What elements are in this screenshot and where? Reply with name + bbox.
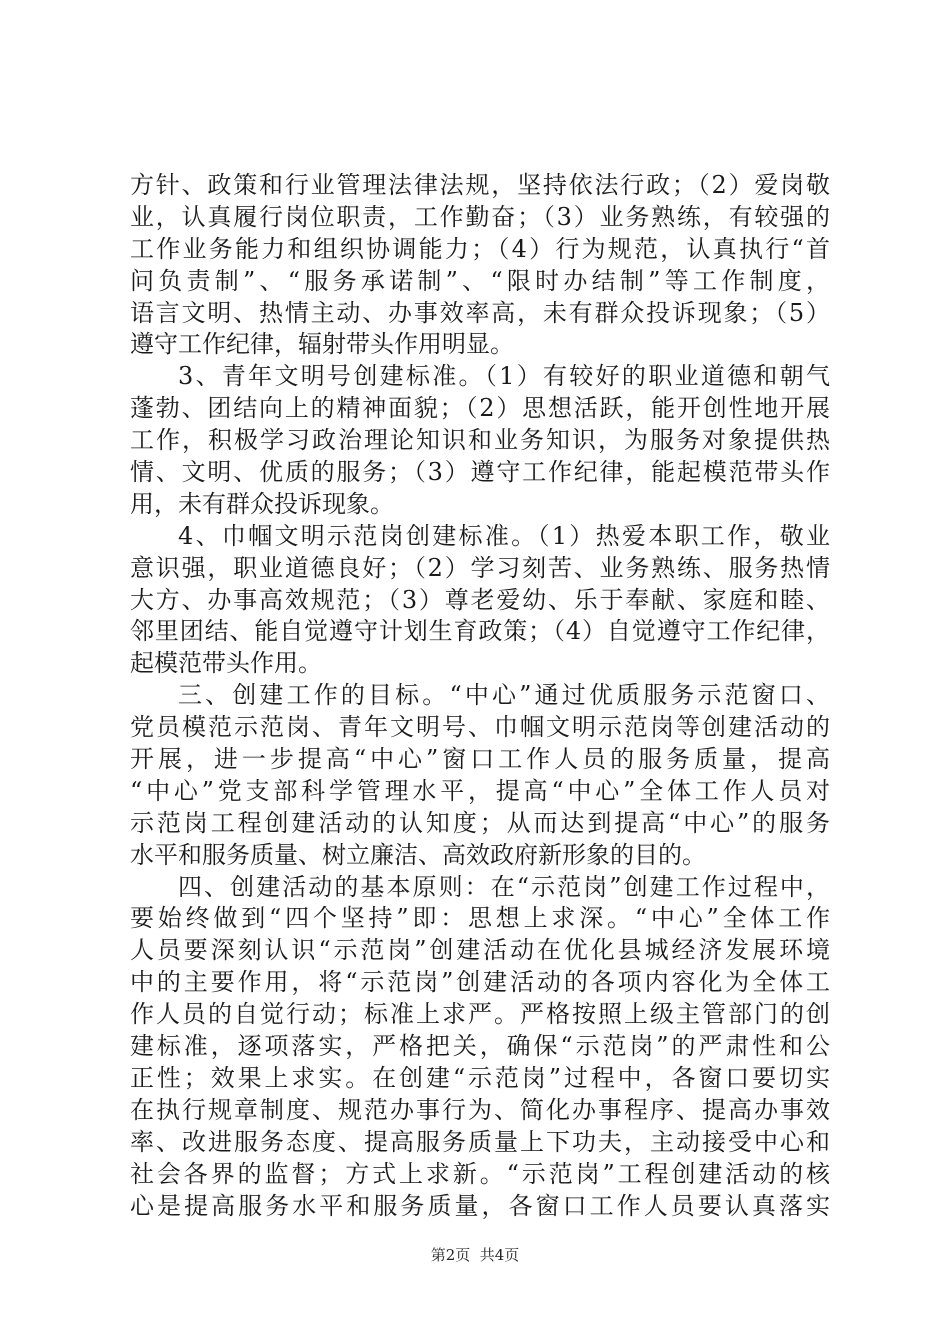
text-line: 工作业务能力和组织协调能力；（4）行为规范，认真执行“首 <box>130 234 830 263</box>
page-footer <box>0 1244 950 1265</box>
text-line: 3、青年文明号创建标准。（1）有较好的职业道德和朝气 <box>178 362 830 391</box>
text-line: 中的主要作用，将“示范岗”创建活动的各项内容化为全体工 <box>130 968 830 997</box>
text-line: 蓬勃、团结向上的精神面貌；（2）思想活跃，能开创性地开展 <box>130 394 830 423</box>
text-line: 水平和服务质量、树立廉洁、高效政府新形象的目的。 <box>130 840 706 869</box>
text-line: 业，认真履行岗位职责，工作勤奋；（3）业务熟练，有较强的 <box>130 202 830 231</box>
text-line: 作人员的自觉行动；标准上求严。严格按照上级主管部门的创 <box>130 1000 830 1029</box>
text-line: 意识强，职业道德良好；（2）学习刻苦、业务熟练、服务热情 <box>130 553 830 582</box>
text-line: 率、改进服务态度、提高服务质量上下功夫，主动接受中心和 <box>130 1127 830 1156</box>
text-line: 要始终做到“四个坚持”即：思想上求深。“中心”全体工作 <box>130 904 830 933</box>
text-line: “中心”党支部科学管理水平，提高“中心”全体工作人员对 <box>130 776 830 805</box>
document-body <box>130 170 830 1222</box>
text-line: 语言文明、热情主动、办事效率高，未有群众投诉现象；（5） <box>130 298 830 327</box>
text-line: 三、创建工作的目标。“中心”通过优质服务示范窗口、 <box>178 681 830 710</box>
text-line: 心是提高服务水平和服务质量，各窗口工作人员要认真落实 <box>130 1191 830 1220</box>
text-line: 示范岗工程创建活动的认知度；从而达到提高“中心”的服务 <box>130 808 830 837</box>
text-line: 用，未有群众投诉现象。 <box>130 489 394 518</box>
text-line: 问负责制”、“服务承诺制”、“限时办结制”等工作制度， <box>130 266 830 295</box>
text-line: 正性；效果上求实。在创建“示范岗”过程中，各窗口要切实 <box>130 1063 830 1092</box>
text-line: 建标准，逐项落实，严格把关，确保“示范岗”的严肃性和公 <box>130 1032 830 1061</box>
text-line: 方针、政策和行业管理法律法规，坚持依法行政；（2）爱岗敬 <box>130 171 830 199</box>
text-line: 邻里团结、能自觉遵守计划生育政策；（4）自觉遵守工作纪律， <box>130 617 830 646</box>
text-line: 开展，进一步提高“中心”窗口工作人员的服务质量，提高 <box>130 745 830 774</box>
text-line: 四、创建活动的基本原则：在“示范岗”创建工作过程中， <box>178 872 830 901</box>
text-line: 在执行规章制度、规范办事行为、简化办事程序、提高办事效 <box>130 1095 830 1124</box>
text-line: 遵守工作纪律，辐射带头作用明显。 <box>130 330 514 359</box>
text-line: 情、文明、优质的服务；（3）遵守工作纪律，能起模范带头作 <box>130 458 830 487</box>
page-number-label: 第2页 共4页 <box>430 1246 520 1264</box>
text-line: 党员模范示范岗、青年文明号、巾帼文明示范岗等创建活动的 <box>130 713 830 742</box>
text-line: 人员要深刻认识“示范岗”创建活动在优化县城经济发展环境 <box>130 936 830 965</box>
text-line: 起模范带头作用。 <box>130 649 322 678</box>
text-line: 大方、办事高效规范；（3）尊老爱幼、乐于奉献、家庭和睦、 <box>130 585 830 614</box>
text-line: 社会各界的监督；方式上求新。“示范岗”工程创建活动的核 <box>130 1159 830 1188</box>
text-line: 4、巾帼文明示范岗创建标准。（1）热爱本职工作，敬业 <box>178 521 830 550</box>
text-line: 工作，积极学习政治理论知识和业务知识，为服务对象提供热 <box>130 426 830 455</box>
